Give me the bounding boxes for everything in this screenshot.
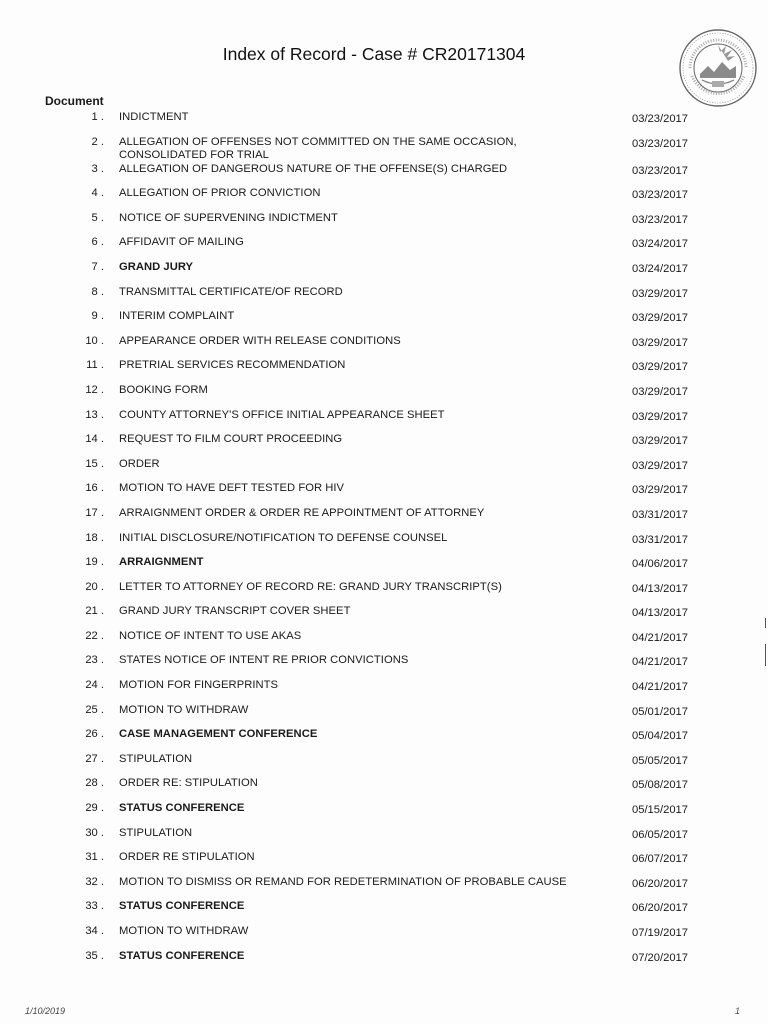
document-date: 04/13/2017 [632, 582, 688, 595]
document-date: 05/08/2017 [632, 779, 688, 792]
document-title-line: AFFIDAVIT OF MAILING [119, 236, 244, 249]
document-row [0, 480, 768, 505]
document-title [119, 679, 589, 692]
document-row [0, 505, 768, 530]
document-row [0, 456, 768, 481]
document-row [0, 308, 768, 333]
document-number: 29 . [85, 802, 104, 815]
document-date: 07/19/2017 [632, 927, 688, 939]
document-title [119, 409, 589, 422]
document-number: 15 . [85, 457, 104, 470]
section-label: Document [45, 94, 104, 108]
document-title [119, 556, 589, 569]
document-title-line: NOTICE OF SUPERVENING INDICTMENT [119, 211, 338, 224]
document-number: 9 . [91, 310, 104, 323]
footer-date: 1/10/2019 [25, 1006, 66, 1016]
document-title-line: MOTION TO WITHDRAW [119, 925, 249, 937]
document-date: 06/07/2017 [632, 853, 688, 866]
document-date: 03/29/2017 [632, 385, 688, 398]
document-title-line: LETTER TO ATTORNEY OF RECORD RE: GRAND JURY TRANSCRIPT(S) [119, 580, 502, 593]
document-row [0, 579, 768, 604]
document-title [119, 212, 589, 225]
document-row [0, 431, 768, 456]
document-number: 16 . [85, 482, 104, 495]
document-row [0, 259, 768, 284]
document-title-line: INITIAL DISCLOSURE/NOTIFICATION TO DEFENSE COUNSEL [119, 531, 448, 544]
document-title [119, 458, 589, 471]
document-title [119, 507, 589, 520]
document-title [119, 605, 589, 618]
document-date: 03/29/2017 [632, 484, 688, 497]
document-title [119, 802, 589, 815]
document-number: 24 . [85, 679, 104, 692]
document-title [119, 482, 589, 495]
document-date: 04/06/2017 [632, 558, 688, 571]
document-title-line: APPEARANCE ORDER WITH RELEASE CONDITIONS [119, 334, 401, 347]
document-number: 8 . [91, 285, 104, 298]
document-date: 03/29/2017 [632, 410, 688, 423]
document-title [119, 286, 589, 299]
document-date: 06/20/2017 [632, 902, 688, 915]
document-title [119, 704, 589, 717]
document-title-line: MOTION TO HAVE DEFT TESTED FOR HIV [119, 482, 345, 495]
document-date: 03/29/2017 [632, 459, 688, 472]
document-title [119, 777, 589, 790]
document-title-line: CONSOLIDATED FOR TRIAL [119, 148, 269, 161]
document-date: 03/23/2017 [632, 189, 688, 202]
document-title [119, 136, 589, 162]
document-row [0, 923, 768, 948]
document-row [0, 800, 768, 825]
document-title-line: MOTION FOR FINGERPRINTS [119, 679, 279, 692]
document-row [0, 603, 768, 628]
document-row [0, 382, 768, 407]
document-date: 03/29/2017 [632, 312, 688, 325]
document-date: 03/23/2017 [632, 164, 688, 177]
document-number: 33 . [85, 900, 104, 913]
document-title [119, 359, 589, 372]
document-row [0, 652, 768, 677]
document-number: 18 . [85, 531, 104, 544]
document-row [0, 702, 768, 727]
document-number: 32 . [85, 875, 104, 888]
document-number: 19 . [85, 556, 104, 569]
document-number: 20 . [85, 580, 104, 593]
document-number: 23 . [85, 654, 104, 667]
document-number: 13 . [85, 408, 104, 421]
document-number: 31 . [85, 851, 104, 864]
document-row [0, 849, 768, 874]
document-date: 05/01/2017 [632, 705, 688, 718]
document-row [0, 726, 768, 751]
document-row [0, 407, 768, 432]
document-title-line: ALLEGATION OF PRIOR CONVICTION [119, 187, 321, 200]
document-date: 06/05/2017 [632, 828, 688, 841]
document-row [0, 530, 768, 555]
document-date: 03/31/2017 [632, 533, 688, 546]
document-date: 03/23/2017 [632, 213, 688, 226]
document-date: 05/04/2017 [632, 730, 688, 743]
document-title [119, 630, 589, 643]
document-number: 10 . [85, 334, 104, 347]
document-number: 28 . [85, 777, 104, 790]
document-number: 7 . [91, 260, 104, 273]
scan-edge-mark [765, 644, 766, 666]
document-date: 04/21/2017 [632, 631, 688, 644]
document-row [0, 825, 768, 850]
document-row [0, 751, 768, 776]
document-row [0, 109, 768, 134]
document-row [0, 357, 768, 382]
document-number: 6 . [91, 236, 104, 249]
document-title-line: CASE MANAGEMENT CONFERENCE [119, 728, 318, 741]
document-row [0, 948, 768, 973]
document-date: 03/23/2017 [632, 137, 688, 150]
document-number: 3 . [91, 162, 104, 175]
document-title [119, 900, 589, 913]
page-title: Index of Record - Case # CR20171304 [222, 44, 526, 64]
document-title-line: ALLEGATION OF OFFENSES NOT COMMITTED ON THE SAME OCCASION, [119, 135, 517, 148]
document-title-line: BOOKING FORM [119, 383, 208, 396]
document-date: 06/20/2017 [632, 877, 688, 890]
document-title [119, 753, 589, 766]
document-title [119, 851, 589, 864]
document-date: 03/31/2017 [632, 508, 688, 521]
document-title-line: NOTICE OF INTENT TO USE AKAS [119, 629, 302, 642]
document-title-line: ALLEGATION OF DANGEROUS NATURE OF THE OFFENSE(S) CHARGED [119, 162, 508, 175]
document-title-line: INDICTMENT [119, 111, 189, 123]
document-date: 03/29/2017 [632, 287, 688, 300]
document-date: 03/29/2017 [632, 336, 688, 349]
document-number: 34 . [85, 925, 104, 937]
document-number: 12 . [85, 383, 104, 396]
document-date: 04/13/2017 [632, 607, 688, 620]
document-title-line: PRETRIAL SERVICES RECOMMENDATION [119, 359, 346, 372]
document-title [119, 335, 589, 348]
document-number: 1 . [91, 111, 104, 123]
document-number: 26 . [85, 728, 104, 741]
document-row [0, 775, 768, 800]
document-date: 03/24/2017 [632, 262, 688, 275]
document-title [119, 310, 589, 323]
document-title-line: STATUS CONFERENCE [119, 802, 245, 815]
document-title [119, 827, 589, 840]
document-title-line: GRAND JURY TRANSCRIPT COVER SHEET [119, 605, 351, 618]
document-number: 2 . [91, 135, 104, 148]
document-number: 11 . [86, 359, 104, 372]
document-title [119, 654, 589, 667]
document-title-line: ORDER [119, 457, 160, 470]
page-number: 1 [735, 1006, 741, 1016]
document-date: 03/29/2017 [632, 361, 688, 374]
document-title-line: STATUS CONFERENCE [119, 900, 245, 913]
document-number: 4 . [91, 187, 104, 200]
document-date: 03/24/2017 [632, 238, 688, 251]
document-title [119, 187, 589, 200]
court-seal-icon [678, 28, 758, 108]
document-number: 17 . [85, 506, 104, 519]
document-date: 04/21/2017 [632, 681, 688, 694]
document-list [0, 109, 768, 972]
document-number: 30 . [85, 826, 104, 839]
scan-edge-mark [765, 618, 766, 628]
document-number: 25 . [85, 703, 104, 716]
document-date: 03/29/2017 [632, 435, 688, 448]
document-title [119, 163, 589, 176]
document-title [119, 111, 589, 124]
document-row [0, 874, 768, 899]
document-title-line: STIPULATION [119, 826, 193, 839]
document-title-line: ARRAIGNMENT [119, 556, 204, 569]
document-title-line: INTERIM COMPLAINT [119, 310, 235, 323]
document-title-line: COUNTY ATTORNEY'S OFFICE INITIAL APPEARANCE SHEET [119, 408, 445, 421]
document-title-line: ORDER RE: STIPULATION [119, 777, 258, 790]
document-row [0, 161, 768, 186]
document-title-line: ARRAIGNMENT ORDER & ORDER RE APPOINTMENT OF ATTORNEY [119, 506, 485, 519]
document-title-line: STATES NOTICE OF INTENT RE PRIOR CONVICTIONS [119, 654, 409, 667]
document-number: 22 . [85, 629, 104, 642]
document-date: 07/20/2017 [632, 951, 688, 964]
document-date: 03/23/2017 [632, 113, 688, 125]
document-title-line: MOTION TO WITHDRAW [119, 703, 249, 716]
document-title-line: ORDER RE STIPULATION [119, 851, 255, 864]
document-title-line: STIPULATION [119, 752, 193, 765]
document-row [0, 554, 768, 579]
document-title-line: REQUEST TO FILM COURT PROCEEDING [119, 433, 343, 446]
document-row [0, 333, 768, 358]
document-date: 05/15/2017 [632, 804, 688, 817]
document-title [119, 950, 589, 963]
document-row [0, 210, 768, 235]
document-title [119, 876, 589, 889]
document-title [119, 532, 589, 545]
document-date: 05/05/2017 [632, 754, 688, 767]
document-row [0, 677, 768, 702]
document-row [0, 284, 768, 309]
document-number: 27 . [85, 752, 104, 765]
document-title-line: STATUS CONFERENCE [119, 949, 245, 962]
document-title [119, 261, 589, 274]
document-row [0, 898, 768, 923]
document-title [119, 581, 589, 594]
document-title-line: GRAND JURY [119, 260, 194, 273]
document-number: 35 . [85, 949, 104, 962]
document-row [0, 134, 768, 161]
document-title [119, 925, 589, 938]
document-title-line: TRANSMITTAL CERTIFICATE/OF RECORD [119, 285, 343, 298]
document-row [0, 185, 768, 210]
document-title [119, 384, 589, 397]
document-title [119, 236, 589, 249]
document-number: 14 . [85, 433, 104, 446]
document-title [119, 433, 589, 446]
document-row [0, 628, 768, 653]
document-title [119, 728, 589, 741]
document-number: 5 . [91, 211, 104, 224]
document-date: 04/21/2017 [632, 656, 688, 669]
document-title-line: MOTION TO DISMISS OR REMAND FOR REDETERMINATION OF PROBABLE CAUSE [119, 875, 567, 888]
document-row [0, 234, 768, 259]
document-number: 21 . [85, 605, 104, 618]
